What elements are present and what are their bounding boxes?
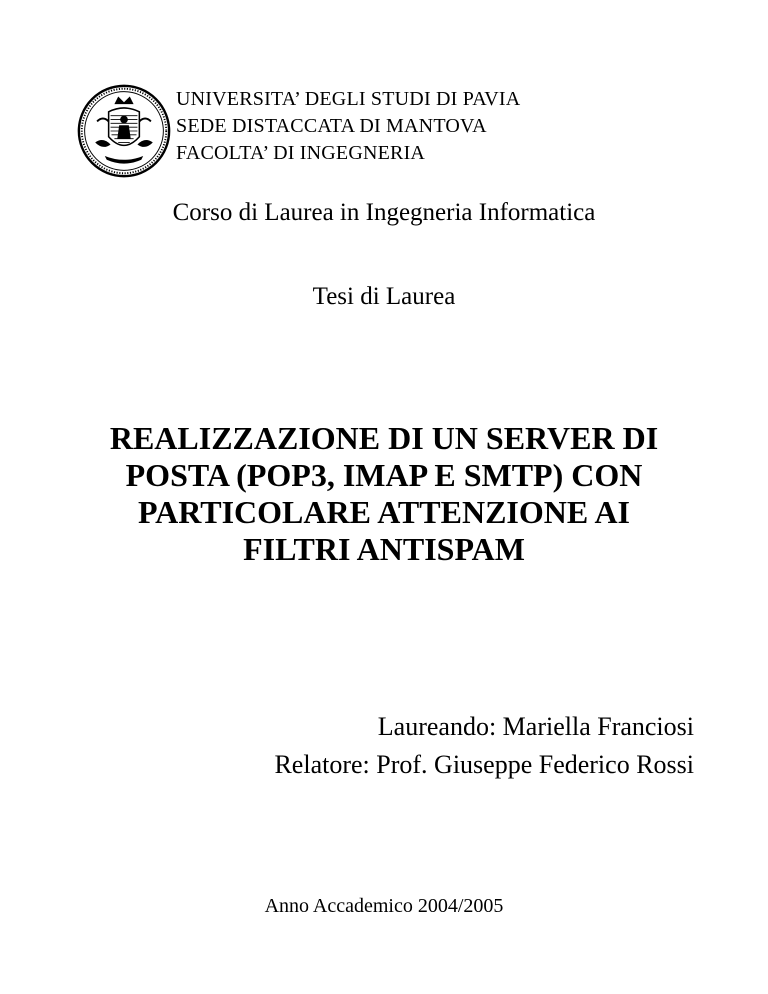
thesis-title-line: FILTRI ANTISPAM bbox=[243, 531, 525, 567]
campus-name: SEDE DISTACCATA DI MANTOVA bbox=[176, 115, 487, 137]
academic-year: Anno Accademico 2004/2005 bbox=[264, 895, 504, 917]
people-block bbox=[274, 708, 694, 784]
thesis-title-line: REALIZZAZIONE DI UN SERVER DI bbox=[109, 420, 659, 456]
candidate-line: Laureando: Mariella Franciosi bbox=[377, 712, 694, 741]
faculty-name: FACOLTA’ DI INGEGNERIA bbox=[176, 142, 426, 164]
university-name: UNIVERSITA’ DEGLI STUDI DI PAVIA bbox=[176, 88, 521, 110]
university-seal-icon bbox=[76, 83, 172, 179]
thesis-title bbox=[0, 420, 768, 568]
thesis-title-line: PARTICOLARE ATTENZIONE AI bbox=[137, 494, 630, 530]
thesis-type: Tesi di Laurea bbox=[312, 283, 456, 310]
supervisor-line: Relatore: Prof. Giuseppe Federico Rossi bbox=[274, 750, 694, 779]
university-header bbox=[176, 86, 520, 167]
thesis-title-line: POSTA (POP3, IMAP E SMTP) CON bbox=[125, 457, 643, 493]
course-name: Corso di Laurea in Ingegneria Informatica bbox=[172, 199, 596, 226]
